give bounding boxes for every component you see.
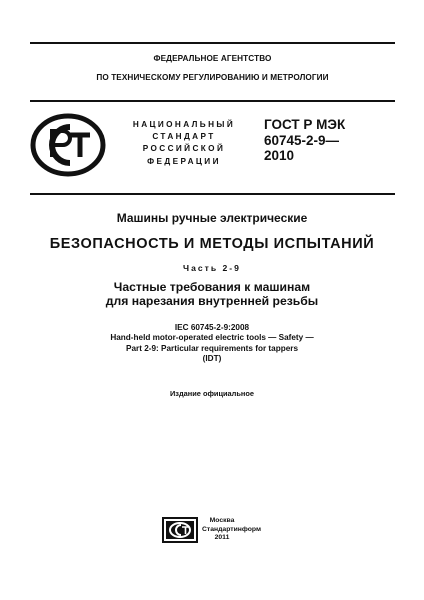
edition-label: Издание официальное: [169, 389, 254, 398]
designation-line-1: ГОСТ Р МЭК: [264, 117, 346, 132]
agency-line-1: ФЕДЕРАЛЬНОЕ АГЕНТСТВО: [153, 54, 272, 63]
bottom-rule: [30, 193, 395, 195]
national-standard-line: НАЦИОНАЛЬНЫЙ: [132, 120, 236, 129]
middle-rule: [30, 100, 395, 102]
national-standard-line: РОССИЙСКОЙ: [142, 144, 226, 154]
national-standard-line: СТАНДАРТ: [152, 132, 216, 142]
iec-line: Hand-held motor-operated electric tools — Safety —: [110, 333, 314, 343]
document-part: Часть 2-9: [183, 263, 241, 273]
agency-line-2: ПО ТЕХНИЧЕСКОМУ РЕГУЛИРОВАНИЮ И МЕТРОЛОГИИ: [96, 73, 329, 82]
designation-line-3: 2010: [264, 148, 295, 163]
rst-certification-mark-icon: [30, 113, 106, 177]
publisher-year: 2011: [214, 534, 230, 542]
iec-line: (IDT): [202, 354, 222, 364]
subtitle-line-1: Частные требования к машинам: [113, 280, 311, 294]
standard-designation: [264, 117, 345, 164]
designation-line-2: 60745-2-9—: [264, 132, 340, 148]
publisher-block: [202, 517, 261, 543]
iec-line: IEC 60745-2-9:2008: [174, 323, 250, 332]
document-subtitle: [0, 280, 424, 308]
iec-line: Part 2-9: Particular requirements for tappers: [126, 343, 298, 353]
iec-reference: [0, 323, 424, 365]
national-standard-line: ФЕДЕРАЦИИ: [147, 156, 221, 166]
publisher-city: Москва: [209, 517, 235, 524]
publisher-name: Стандартинформ: [202, 525, 261, 533]
document-title-caps: БЕЗОПАСНОСТЬ И МЕТОДЫ ИСПЫТАНИЙ: [49, 236, 375, 252]
subtitle-line-2: для нарезания внутренней резьбы: [105, 294, 319, 308]
standartinform-logo-icon: [162, 517, 198, 543]
document-title-main: Машины ручные электрические: [116, 211, 308, 225]
top-rule: [30, 42, 395, 44]
national-standard-block: [120, 119, 248, 168]
